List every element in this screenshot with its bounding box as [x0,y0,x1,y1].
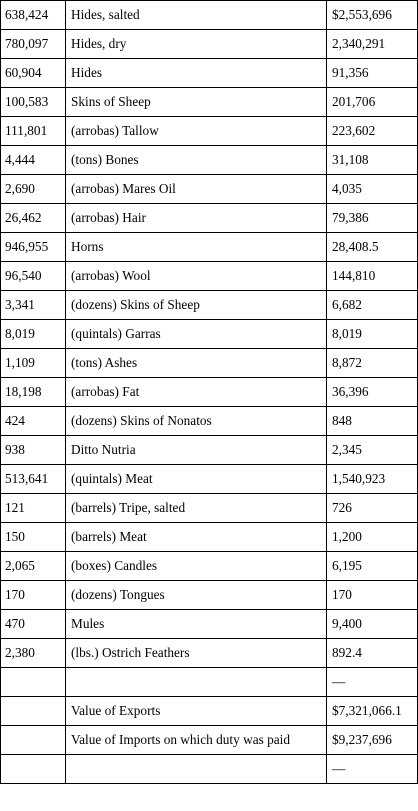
quantity-cell [1,726,66,755]
item-cell: (arrobas) Mares Oil [66,175,327,204]
table-row [1,639,418,668]
item-cell: Hides, dry [66,30,327,59]
value-cell: 144,810 [327,262,418,291]
quantity-cell: 121 [1,494,66,523]
value-cell: 2,345 [327,436,418,465]
value-cell: 4,035 [327,175,418,204]
quantity-cell: 170 [1,581,66,610]
table-row [1,291,418,320]
value-cell: 6,682 [327,291,418,320]
value-cell: 223,602 [327,117,418,146]
table-row [1,610,418,639]
table-row [1,59,418,88]
item-cell: (lbs.) Ostrich Feathers [66,639,327,668]
value-cell: $9,237,696 [327,726,418,755]
value-cell: 9,400 [327,610,418,639]
item-cell: Ditto Nutria [66,436,327,465]
item-cell: Skins of Sheep [66,88,327,117]
quantity-cell: 424 [1,407,66,436]
table-row [1,117,418,146]
table-row [1,204,418,233]
value-cell: 28,408.5 [327,233,418,262]
table-row [1,378,418,407]
table-row [1,407,418,436]
quantity-cell: 780,097 [1,30,66,59]
table-row-separator [1,668,418,697]
quantity-cell: 2,380 [1,639,66,668]
quantity-cell: 100,583 [1,88,66,117]
table-row [1,320,418,349]
value-cell: 8,019 [327,320,418,349]
table-row [1,436,418,465]
item-cell: (arrobas) Wool [66,262,327,291]
item-cell: (tons) Ashes [66,349,327,378]
table-row [1,465,418,494]
table-row [1,88,418,117]
exports-total-row [1,697,418,726]
dash-cell: — [327,668,418,697]
table-row [1,233,418,262]
item-cell: (dozens) Skins of Sheep [66,291,327,320]
value-cell: 6,195 [327,552,418,581]
item-cell: Value of Exports [66,697,327,726]
quantity-cell: 26,462 [1,204,66,233]
item-cell: (dozens) Skins of Nonatos [66,407,327,436]
value-cell: 201,706 [327,88,418,117]
quantity-cell: 150 [1,523,66,552]
quantity-cell: 946,955 [1,233,66,262]
item-cell: Mules [66,610,327,639]
quantity-cell: 60,904 [1,59,66,88]
value-cell: 79,386 [327,204,418,233]
item-cell: (tons) Bones [66,146,327,175]
item-cell: (quintals) Garras [66,320,327,349]
table-row [1,146,418,175]
quantity-cell: 111,801 [1,117,66,146]
item-cell: (barrels) Meat [66,523,327,552]
quantity-cell: 638,424 [1,1,66,30]
item-cell: (barrels) Tripe, salted [66,494,327,523]
table-row [1,262,418,291]
value-cell: 170 [327,581,418,610]
value-cell: 848 [327,407,418,436]
value-cell: 8,872 [327,349,418,378]
value-cell: $2,553,696 [327,1,418,30]
value-cell: $7,321,066.1 [327,697,418,726]
dash-cell: — [327,755,418,784]
item-cell [66,755,327,784]
quantity-cell: 4,444 [1,146,66,175]
table-row [1,552,418,581]
item-cell: Value of Imports on which duty was paid [66,726,327,755]
table-row-separator [1,755,418,784]
value-cell: 1,200 [327,523,418,552]
item-cell: (dozens) Tongues [66,581,327,610]
value-cell: 36,396 [327,378,418,407]
value-cell: 31,108 [327,146,418,175]
table-row [1,523,418,552]
table-row [1,581,418,610]
quantity-cell: 3,341 [1,291,66,320]
quantity-cell: 8,019 [1,320,66,349]
table-row [1,349,418,378]
item-cell [66,668,327,697]
value-cell: 2,340,291 [327,30,418,59]
item-cell: Hides [66,59,327,88]
item-cell: (arrobas) Hair [66,204,327,233]
quantity-cell: 938 [1,436,66,465]
table-row [1,30,418,59]
value-cell: 726 [327,494,418,523]
quantity-cell: 18,198 [1,378,66,407]
item-cell: Hides, salted [66,1,327,30]
quantity-cell: 513,641 [1,465,66,494]
quantity-cell: 1,109 [1,349,66,378]
quantity-cell: 470 [1,610,66,639]
quantity-cell: 2,065 [1,552,66,581]
item-cell: (boxes) Candles [66,552,327,581]
table-row [1,1,418,30]
value-cell: 1,540,923 [327,465,418,494]
imports-total-row [1,726,418,755]
quantity-cell: 96,540 [1,262,66,291]
quantity-cell [1,697,66,726]
table-row [1,494,418,523]
quantity-cell [1,755,66,784]
table-row [1,175,418,204]
quantity-cell [1,668,66,697]
value-cell: 892.4 [327,639,418,668]
value-cell: 91,356 [327,59,418,88]
item-cell: (arrobas) Tallow [66,117,327,146]
item-cell: Horns [66,233,327,262]
item-cell: (arrobas) Fat [66,378,327,407]
quantity-cell: 2,690 [1,175,66,204]
item-cell: (quintals) Meat [66,465,327,494]
